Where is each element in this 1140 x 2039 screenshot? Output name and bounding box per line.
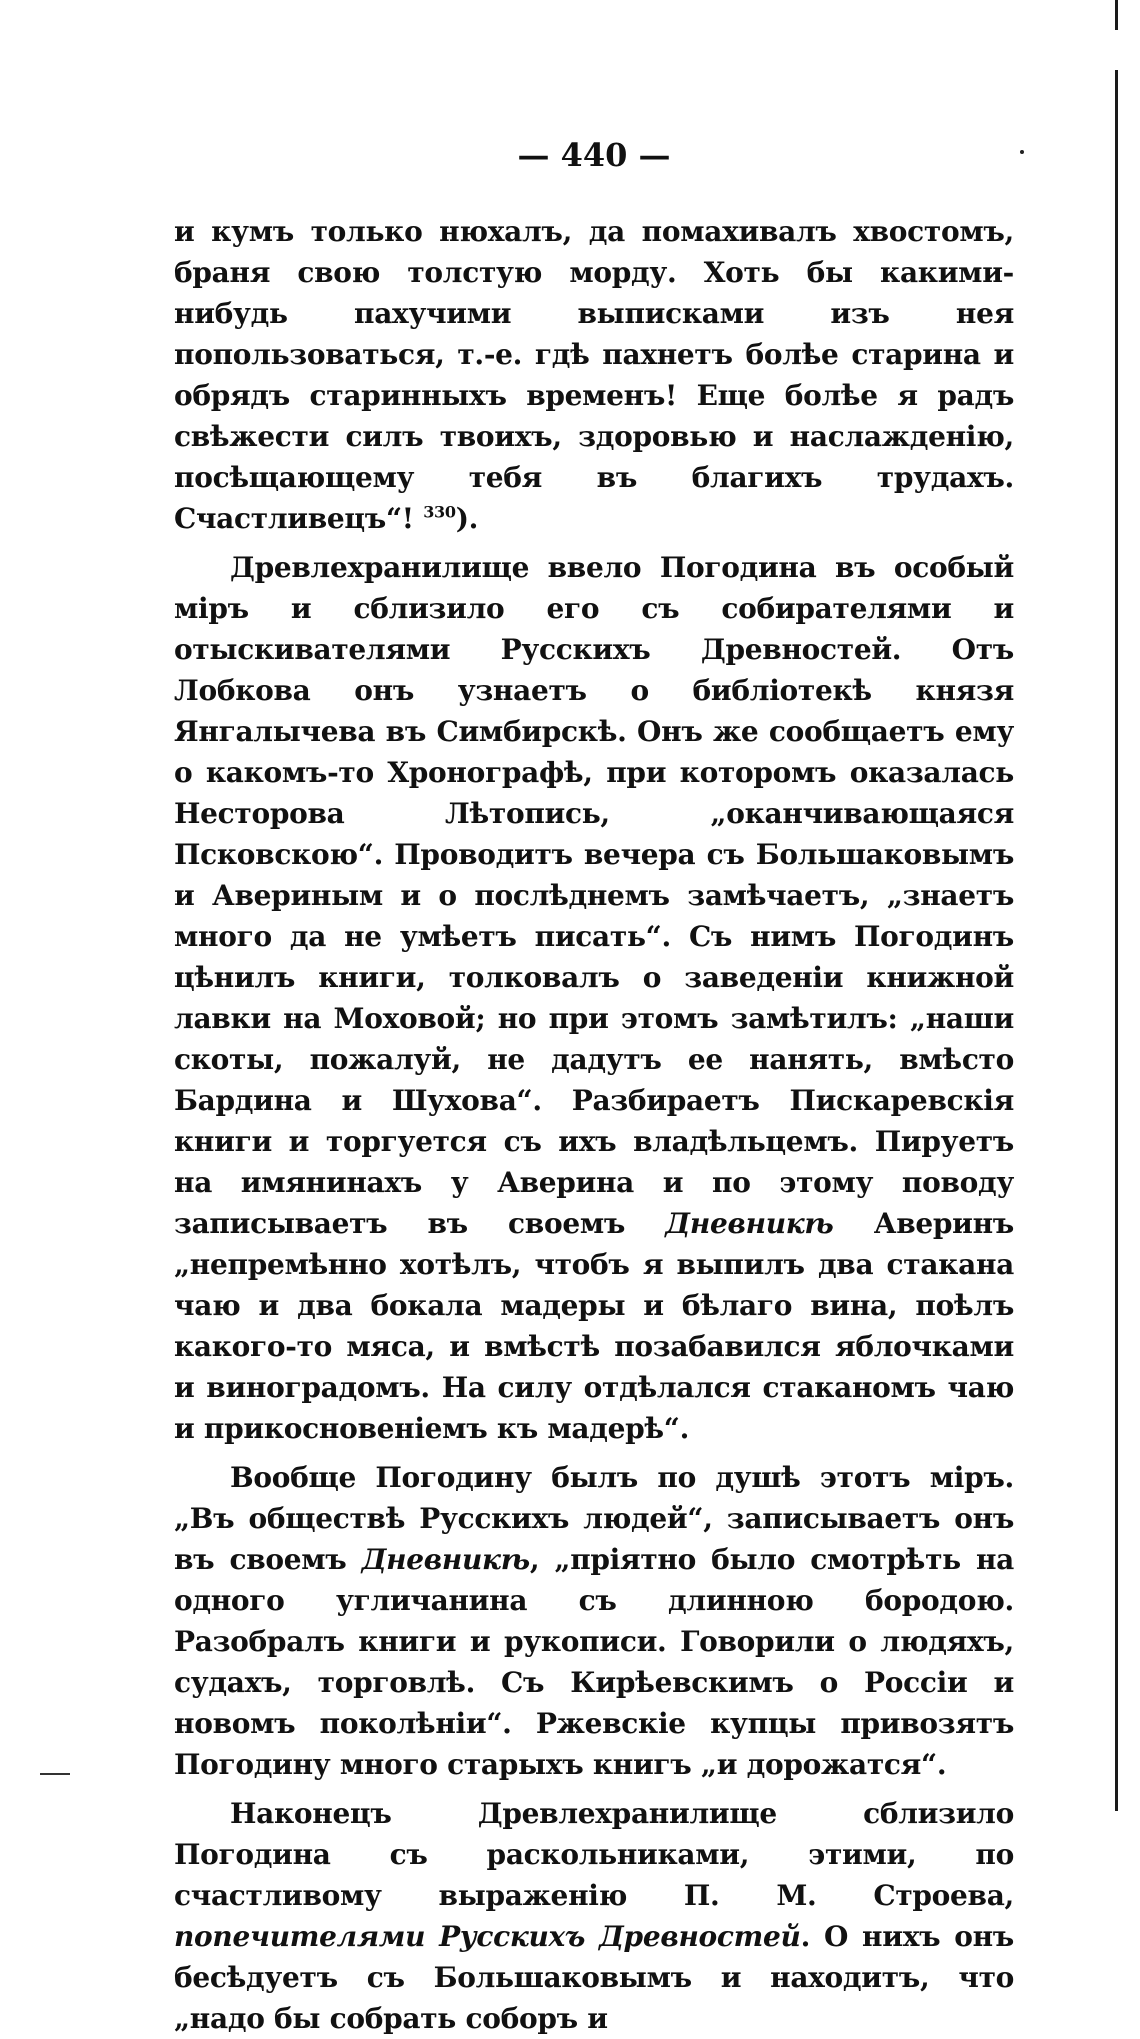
- paragraph-3-rest: , „пріятно было смотрѣть на одного угличанина съ длинною бородою. Разобралъ книги и рукописи. Говорили о людяхъ, судахъ, торговлѣ. Съ Кирѣевскимъ о Россіи и новомъ поколѣніи“. Ржевскіе купцы привозятъ Погодину много старыхъ книгъ „и дорожатся“.: [174, 1543, 1014, 1781]
- page-right-border-gap: [1115, 30, 1118, 70]
- paragraph-1: [174, 211, 1014, 539]
- paragraph-2: [174, 547, 1014, 1449]
- page-content: [174, 135, 1014, 2039]
- paragraph-2-italic: Дневникѣ: [665, 1207, 834, 1240]
- paragraph-1-tail: ).: [455, 502, 479, 535]
- paragraph-1-text: и кумъ только нюхалъ, да помахивалъ хвостомъ, браня свою толстую морду. Хоть бы какими-нибудь пахучими выписками изъ нея попользоваться, т.-е. гдѣ пахнетъ болѣе старина и обрядъ старинныхъ временъ! Еще болѣе я радъ свѣжести силъ твоихъ, здоровью и наслажденію, посѣщающему тебя въ благихъ трудахъ. Счастливецъ“!: [174, 215, 1014, 535]
- paragraph-4-text: Наконецъ Древлехранилище сблизило Погодина съ раскольниками, этими, по счастливому выраженію П. М. Строева,: [174, 1797, 1014, 1912]
- paragraph-4-italic: попечителями Русскихъ Древностей: [174, 1920, 801, 1953]
- paragraph-2-text: Древлехранилище ввело Погодина въ особый міръ и сблизило его съ собирателями и отыскивателями Русскихъ Древностей. Отъ Лобкова онъ узнаетъ о библіотекѣ князя Янгалычева въ Симбирскѣ. Онъ же сообщаетъ ему о какомъ-то Хронографѣ, при которомъ оказалась Несторова Лѣтопись, „оканчивающаяся Псковскою“. Проводитъ вечера съ Большаковымъ и Авериным и о послѣднемъ замѣчаетъ, „знаетъ много да не умѣетъ писать“. Съ нимъ Погодинъ цѣнилъ книги, толковалъ о заведеніи книжной лавки на Моховой; но при этомъ замѣтилъ: „наши скоты, пожалуй, не дадутъ ее нанять, вмѣсто Бардина и Шухова“. Разбираетъ Пискаревскія книги и торгуется съ ихъ владѣльцемъ. Пируетъ на имянинахъ у Аверина и по этому поводу записываетъ въ своемъ: [174, 551, 1014, 1240]
- page-number: — 440 —: [517, 136, 671, 174]
- paragraph-2-rest: Аверинъ „непремѣнно хотѣлъ, чтобъ я выпилъ два стакана чаю и два бокала мадеры и бѣлаго вина, поѣлъ какого-то мяса, и вмѣстѣ позабавился яблочками и виноградомъ. На силу отдѣлался стаканомъ чаю и прикосновеніемъ къ мадерѣ“.: [174, 1207, 1014, 1445]
- print-speck: [1020, 150, 1024, 154]
- paragraph-4-rest: . О нихъ онъ бесѣдуетъ съ Большаковымъ и находитъ, что „надо бы собрать соборъ и: [174, 1920, 1014, 2035]
- footnote-ref: 330: [423, 502, 456, 522]
- page-right-border: [1115, 0, 1118, 1811]
- margin-mark: [40, 1773, 70, 1775]
- paragraph-3: [174, 1457, 1014, 1785]
- paragraph-4: [174, 1793, 1014, 2039]
- paragraph-3-italic: Дневникѣ: [361, 1543, 530, 1576]
- paragraph-3-text: Вообще Погодину былъ по душѣ этотъ міръ. „Въ обществѣ Русскихъ людей“, записываетъ онъ въ своемъ: [174, 1461, 1014, 1576]
